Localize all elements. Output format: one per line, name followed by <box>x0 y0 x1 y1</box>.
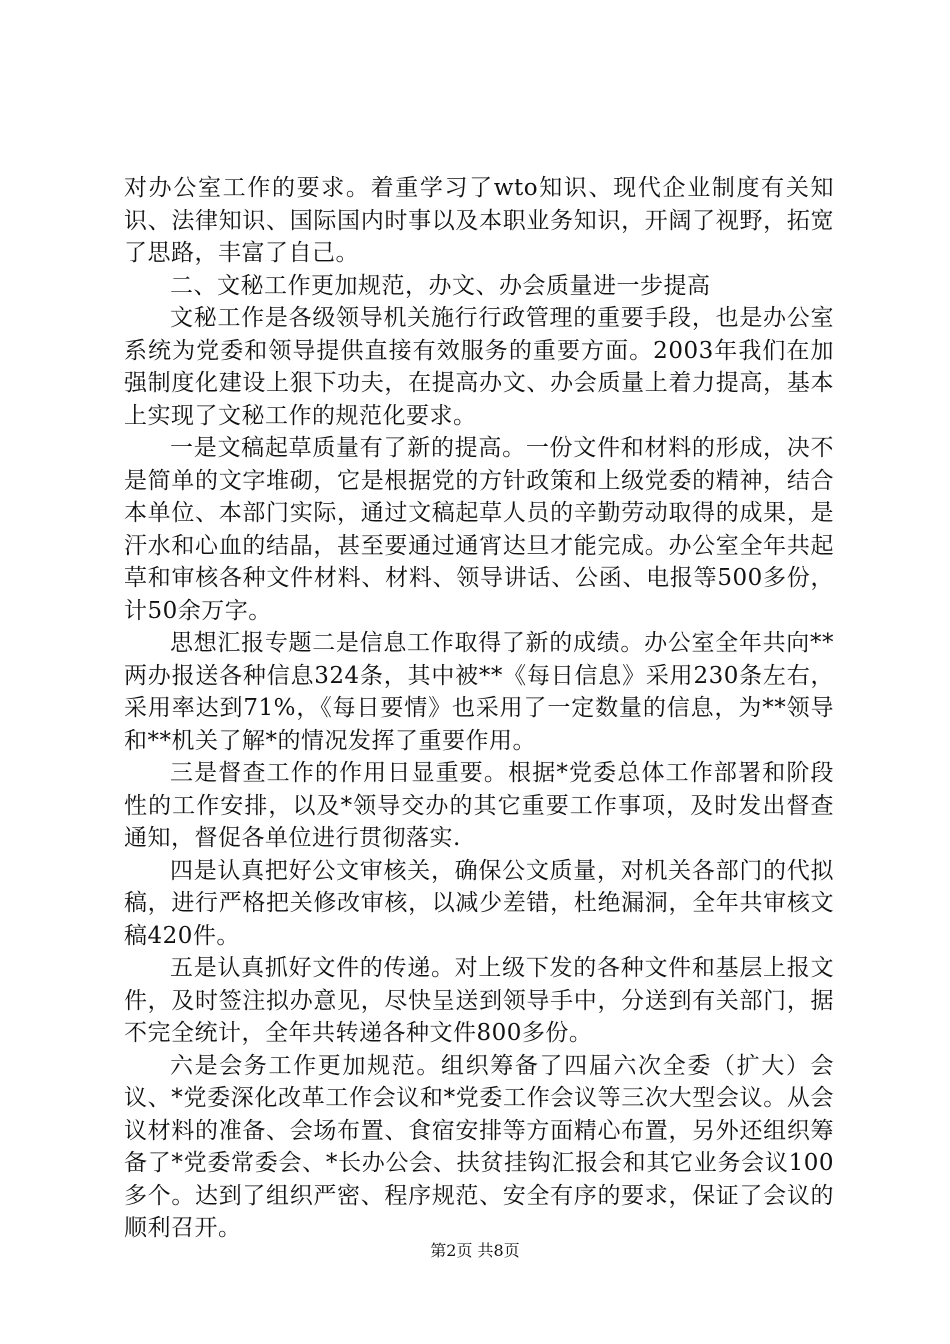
section-heading: 二、文秘工作更加规范，办文、办会质量进一步提高 <box>170 272 711 299</box>
paragraph: 一是文稿起草质量有了新的提高。一份文件和材料的形成，决不是简单的文字堆砌，它是根据党的方针政策和上级党委的精神，结合本单位、本部门实际，通过文稿起草人员的辛勤劳动取得的成果，是汗水和心血的结晶，甚至要通过通宵达旦才能完成。办公室全年共起草和审核各种文件材料、材料、领导讲话、公函、电报等500多份，计50余万字。 <box>124 435 834 624</box>
paragraph: 五是认真抓好文件的传递。对上级下发的各种文件和基层上报文件，及时签注拟办意见，尽快呈送到领导手中，分送到有关部门，据不完全统计，全年共转递各种文件800多份。 <box>124 955 834 1046</box>
paragraph: 六是会务工作更加规范。组织筹备了四届六次全委（扩大）会议、*党委深化改革工作会议和*党委工作会议等三次大型会议。从会议材料的准备、会场布置、食宿安排等方面精心布置，另外还组织筹备了*党委常委会、*长办公会、扶贫挂钩汇报会和其它业务会议100多个。达到了组织严密、程序规范、安全有序的要求，保证了会议的顺利召开。 <box>124 1052 834 1241</box>
page-footer <box>0 1241 950 1261</box>
paragraph: 文秘工作是各级领导机关施行行政管理的重要手段，也是办公室系统为党委和领导提供直接有效服务的重要方面。2003年我们在加强制度化建设上狠下功夫，在提高办文、办会质量上着力提高，基本上实现了文秘工作的规范化要求。 <box>124 305 834 429</box>
paragraph: 三是督查工作的作用日显重要。根据*党委总体工作部署和阶段性的工作安排，以及*领导交办的其它重要工作事项，及时发出督查通知，督促各单位进行贯彻落实. <box>124 760 834 851</box>
paragraph: 四是认真把好公文审核关，确保公文质量，对机关各部门的代拟稿，进行严格把关修改审核，以减少差错，杜绝漏洞，全年共审核文稿420件。 <box>124 857 834 949</box>
paragraph: 思想汇报专题二是信息工作取得了新的成绩。办公室全年共向**两办报送各种信息324条，其中被**《每日信息》采用230条左右，采用率达到71%，《每日要情》也采用了一定数量的信息，为**领导和**机关了解*的情况发挥了重要作用。 <box>124 630 834 754</box>
page-number: 第2页 共8页 <box>430 1241 520 1260</box>
document-body <box>124 172 834 1245</box>
paragraph-continuation: 对办公室工作的要求。着重学习了wto知识、现代企业制度有关知识、法律知识、国际国内时事以及本职业务知识，开阔了视野，拓宽了思路，丰富了自己。 <box>124 175 834 266</box>
